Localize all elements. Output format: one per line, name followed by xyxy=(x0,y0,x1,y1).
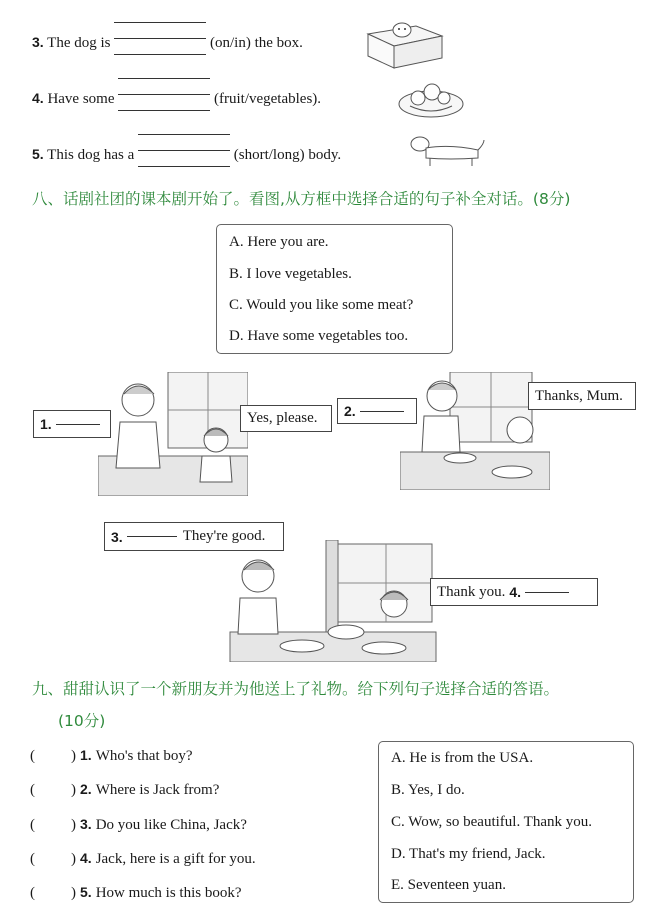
question-text: Do you like China, Jack? xyxy=(95,817,247,833)
bubble-text: Thank you. xyxy=(437,583,506,600)
option-b: B. I love vegetables. xyxy=(229,266,352,282)
speech-bubble-3 xyxy=(104,522,284,551)
scene-3-illustration xyxy=(226,540,438,662)
dog-in-box-illustration xyxy=(362,16,446,72)
question-text-after: (fruit/vegetables). xyxy=(214,91,322,107)
answer-blank[interactable] xyxy=(360,411,404,412)
section-8-title: 八、话剧社团的课本剧开始了。看图,从方框中选择合适的句子补全对话。(8分) xyxy=(32,190,571,208)
option-a: A. Here you are. xyxy=(229,234,329,250)
question-4 xyxy=(32,90,321,108)
speech-bubble-1 xyxy=(33,410,111,438)
answer-paren[interactable]: ( ) xyxy=(30,885,76,901)
answer-blank[interactable] xyxy=(127,536,177,537)
option-c: C. Would you like some meat? xyxy=(229,297,414,313)
question-number: 4. xyxy=(32,90,44,106)
speech-bubble-2-reply xyxy=(528,382,636,410)
question-text: Where is Jack from? xyxy=(95,782,220,798)
question-text-after: (short/long) body. xyxy=(233,147,342,163)
answer-blank[interactable] xyxy=(56,424,100,425)
vegetable-plate-illustration xyxy=(396,76,466,120)
bubble-number: 3. xyxy=(111,528,123,545)
answer-paren[interactable]: ( ) xyxy=(30,817,76,833)
question-text-before: The dog is xyxy=(47,35,111,51)
section-9-answers-box xyxy=(378,741,634,903)
question-number: 3. xyxy=(32,34,44,50)
answer-blank-stack[interactable] xyxy=(118,92,210,108)
answer-paren[interactable]: ( ) xyxy=(30,782,76,798)
match-question-4: ( ) 4. Jack, here is a gift for you. xyxy=(30,850,256,867)
bubble-number: 2. xyxy=(344,403,356,419)
match-question-1: ( ) 1. Who's that boy? xyxy=(30,747,193,764)
match-question-2: ( ) 2. Where is Jack from? xyxy=(30,781,220,798)
answer-paren[interactable]: ( ) xyxy=(30,851,76,867)
answer-d: D. That's my friend, Jack. xyxy=(391,846,546,862)
question-text-before: Have some xyxy=(47,91,115,107)
answer-a: A. He is from the USA. xyxy=(391,750,534,766)
question-5 xyxy=(32,146,341,164)
question-text-before: This dog has a xyxy=(47,147,135,163)
speech-bubble-1-reply xyxy=(240,405,332,432)
answer-paren[interactable]: ( ) xyxy=(30,748,76,764)
speech-bubble-4 xyxy=(430,578,598,606)
bubble-text: Yes, please. xyxy=(247,410,318,426)
bubble-text: They're good. xyxy=(182,528,266,544)
answer-blank-stack[interactable] xyxy=(138,148,230,164)
question-text: Who's that boy? xyxy=(95,748,193,764)
speech-bubble-2 xyxy=(337,398,417,424)
question-text: How much is this book? xyxy=(95,885,242,901)
bubble-number: 4. xyxy=(509,584,522,600)
option-d: D. Have some vegetables too. xyxy=(229,328,409,344)
section-9-score: (10分) xyxy=(58,712,106,730)
bubble-number: 1. xyxy=(40,416,52,432)
question-3 xyxy=(32,34,303,52)
bubble-text: Thanks, Mum. xyxy=(535,387,623,404)
section-9-title: 九、甜甜认识了一个新朋友并为他送上了礼物。给下列句子选择合适的答语。 xyxy=(32,680,560,698)
answer-e: E. Seventeen yuan. xyxy=(391,877,506,893)
answer-b: B. Yes, I do. xyxy=(391,782,465,798)
question-number: 5. xyxy=(32,146,44,162)
long-dog-illustration xyxy=(406,132,486,172)
match-question-5: ( ) 5. How much is this book? xyxy=(30,884,242,901)
question-text-after: (on/in) the box. xyxy=(210,35,303,51)
section-8-options-box xyxy=(216,224,453,354)
match-question-3: ( ) 3. Do you like China, Jack? xyxy=(30,816,247,833)
scene-1-illustration xyxy=(98,372,248,496)
answer-blank[interactable] xyxy=(525,592,569,593)
answer-blank-stack[interactable] xyxy=(114,36,206,52)
answer-c: C. Wow, so beautiful. Thank you. xyxy=(391,814,592,830)
question-text: Jack, here is a gift for you. xyxy=(95,851,256,867)
